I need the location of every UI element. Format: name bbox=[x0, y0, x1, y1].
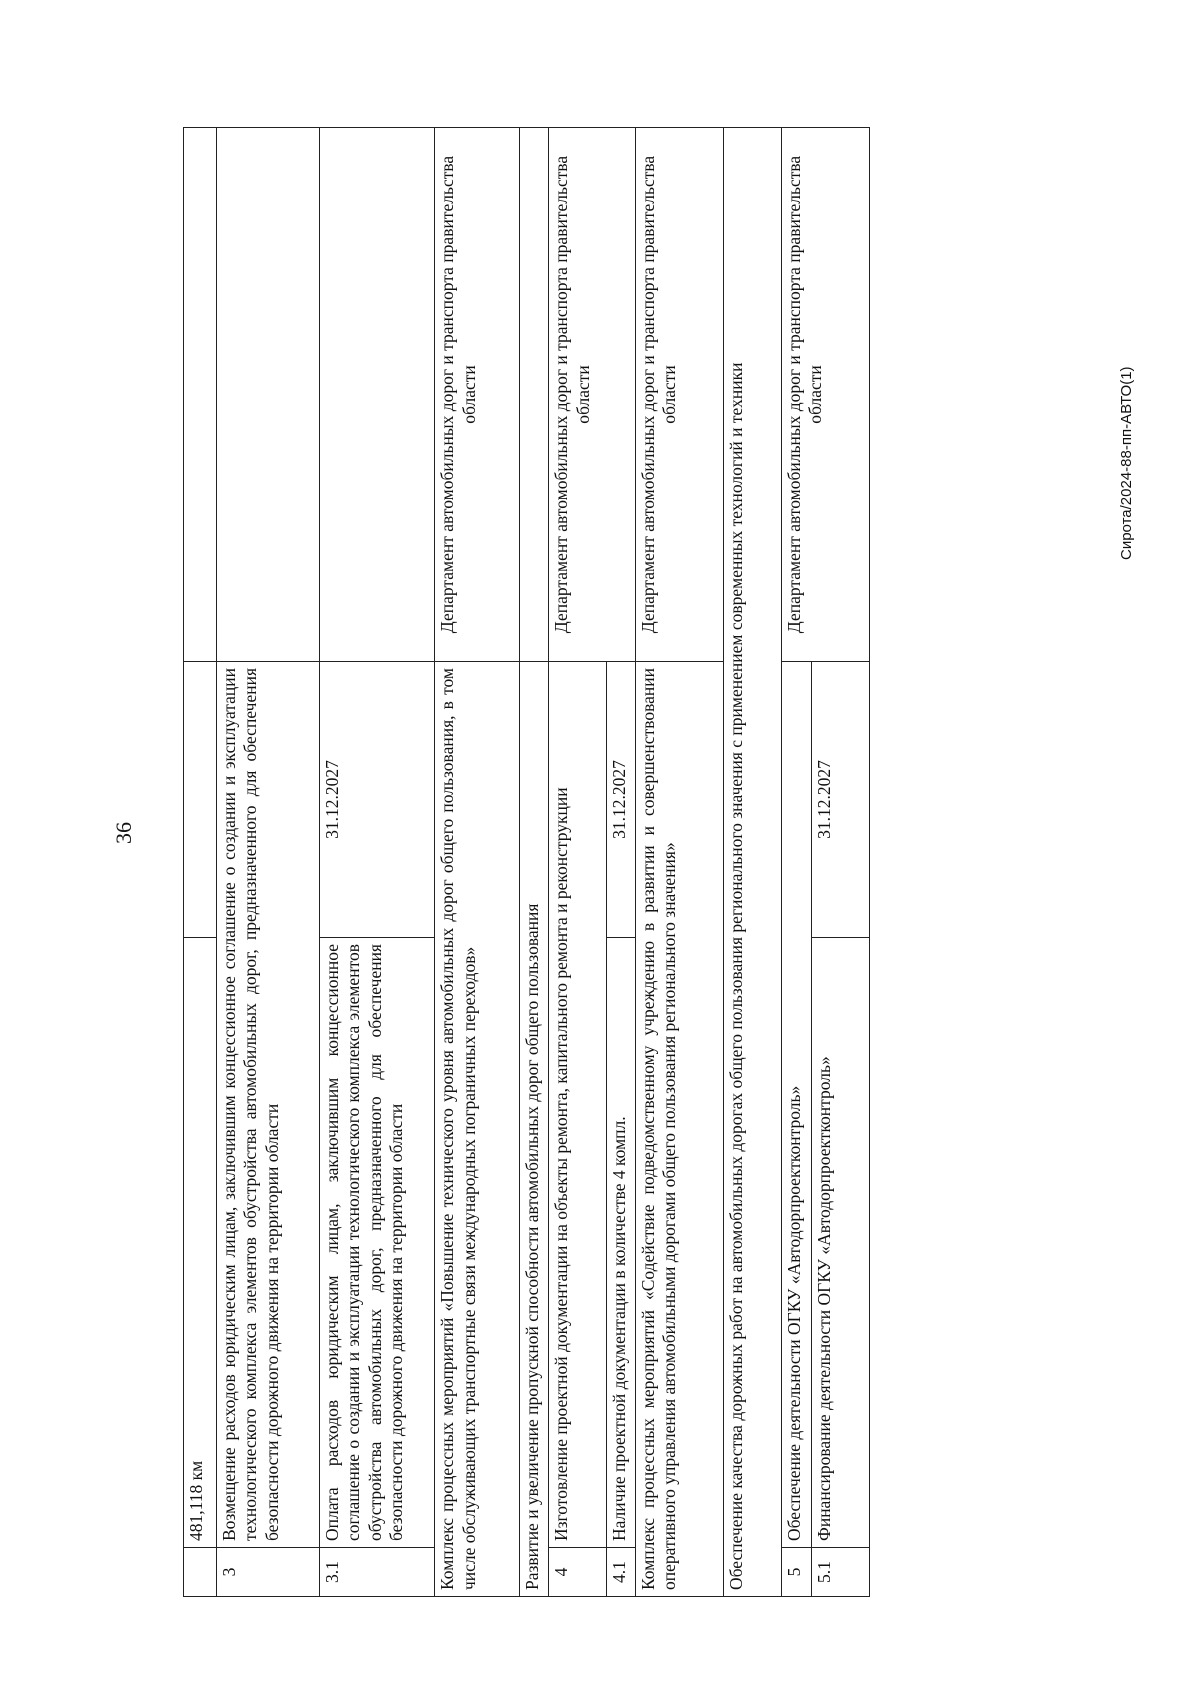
table-row bbox=[184, 128, 217, 1597]
page-number: 36 bbox=[111, 822, 136, 844]
row-number: 4.1 bbox=[606, 1548, 636, 1597]
department-cell: Департамент автомобильных дорог и транспорта правительства области bbox=[636, 128, 724, 662]
table-row bbox=[216, 128, 319, 1597]
row-number: 3.1 bbox=[320, 1548, 435, 1597]
measure-text: Возмещение расходов юридическим лицам, заключившим концессионное соглашение о создании и эксплуатации технологического комплекса элементов обустройства автомобильных дорог, предназначенного для обеспечения безопасности дорожного движения на территории области bbox=[216, 662, 319, 1548]
table-row bbox=[320, 128, 435, 1597]
measure-text: Наличие проектной документации в количестве 4 компл. bbox=[606, 938, 636, 1548]
row-number: 5 bbox=[782, 1548, 812, 1597]
measure-text: Обеспечение деятельности ОГКУ «Автодорпроектконтроль» bbox=[782, 662, 812, 1548]
row-number: 3 bbox=[216, 1548, 319, 1597]
department-cell: Департамент автомобильных дорог и транспорта правительства области bbox=[435, 128, 520, 662]
table-row bbox=[782, 128, 812, 1597]
table-row bbox=[723, 128, 781, 1597]
date-cell bbox=[184, 662, 217, 938]
row-number bbox=[184, 1548, 217, 1597]
process-complex-text: Комплекс процессных мероприятий «Повышение технического уровня автомобильных дорог общего пользования, в том числе обслуживающих транспортные связи международных пограничных переходов» bbox=[435, 662, 520, 1597]
department-cell bbox=[519, 128, 549, 662]
date-cell: 31.12.2027 bbox=[811, 662, 869, 938]
date-cell: 31.12.2027 bbox=[320, 662, 435, 938]
document-code: Сирота/2024-88-пп-АВТО(1) bbox=[1118, 366, 1135, 560]
date-cell: 31.12.2027 bbox=[606, 662, 636, 938]
row-number: 4 bbox=[549, 1548, 606, 1597]
table-row bbox=[435, 128, 520, 1597]
measures-table bbox=[183, 127, 870, 1597]
table-row bbox=[636, 128, 724, 1597]
measure-text: Финансирование деятельности ОГКУ «Автодорпроектконтроль» bbox=[811, 938, 869, 1548]
department-cell: Департамент автомобильных дорог и транспорта правительства области bbox=[549, 128, 636, 662]
process-complex-text: Комплекс процессных мероприятий «Содействие подведомственному учреждению в развитии и совершенствовании оперативного управления автомобильными дорогами общего пользования регионального значения» bbox=[636, 662, 724, 1597]
department-cell bbox=[184, 128, 217, 662]
section-heading: Развитие и увеличение пропускной способности автомобильных дорог общего пользования bbox=[519, 662, 549, 1597]
row-number: 5.1 bbox=[811, 1548, 869, 1597]
department-cell bbox=[320, 128, 435, 662]
measure-text: Оплата расходов юридическим лицам, заключившим концессионное соглашение о создании и эксплуатации технологического комплекса элементов обустройства автомобильных дорог, предназначенного для обеспечения безопасности дорожного движения на территории области bbox=[320, 938, 435, 1548]
department-cell bbox=[216, 128, 319, 662]
rotated-table-wrapper bbox=[183, 128, 870, 1597]
section-heading: Обеспечение качества дорожных работ на автомобильных дорогах общего пользования регионального значения с применением современных технологий и техники bbox=[723, 128, 781, 1597]
department-cell: Департамент автомобильных дорог и транспорта правительства области bbox=[782, 128, 870, 662]
measure-text: 481,118 км bbox=[184, 938, 217, 1548]
measure-text: Изготовление проектной документации на объекты ремонта, капитального ремонта и реконструкции bbox=[549, 662, 606, 1548]
table-row bbox=[519, 128, 549, 1597]
table-row bbox=[549, 128, 606, 1597]
